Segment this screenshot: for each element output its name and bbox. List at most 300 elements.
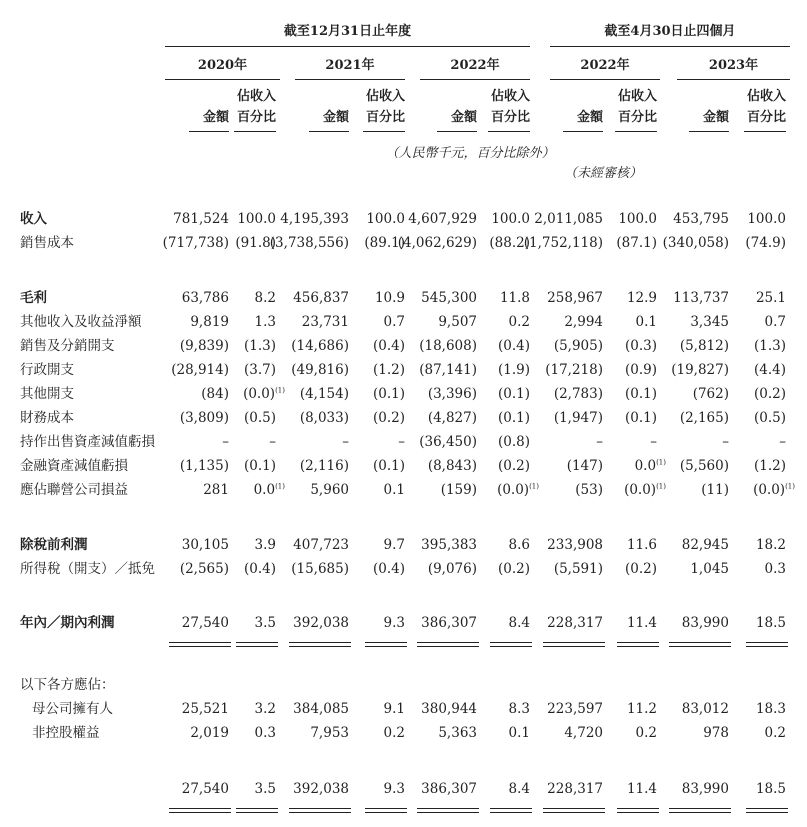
cell-value: (717,738) (162, 235, 229, 251)
total-rule (365, 642, 407, 643)
footnote-marker: (1) (656, 482, 666, 491)
amount-cell (269, 482, 349, 498)
amount-cell (397, 537, 477, 553)
cell-value: 11.8 (499, 290, 530, 306)
column-header-rule (189, 131, 229, 132)
amount-cell (523, 725, 603, 741)
column-header-rule (488, 131, 530, 132)
percent-cell (741, 338, 786, 354)
amount-cell (397, 701, 477, 717)
percent-column-header-line1: 佔收入 (365, 89, 405, 104)
total-rule (543, 646, 605, 647)
amount-cell (269, 386, 349, 402)
cell-value: 0.2 (508, 314, 530, 330)
cell-value: (762) (692, 386, 729, 402)
column-header-rule (563, 131, 603, 132)
cell-value: – (398, 434, 405, 450)
amount-cell (269, 458, 349, 474)
cell-value: 100.0 (618, 211, 657, 227)
total-rule (617, 812, 659, 813)
header-group-four-months: 截至4月30日止四個月 (604, 24, 736, 39)
total-rule (617, 646, 659, 647)
footnote-marker: (1) (529, 482, 539, 491)
cell-value: 1,045 (690, 561, 729, 577)
amount-cell (397, 290, 477, 306)
percent-cell (741, 410, 786, 426)
cell-value: (8,033) (299, 410, 349, 426)
column-header-rule (689, 131, 729, 132)
cell-value: (1,947) (553, 410, 603, 426)
column-header-rule (437, 131, 477, 132)
cell-value: 0.3 (254, 725, 276, 741)
cell-value: 11.2 (626, 701, 657, 717)
amount-cell (397, 386, 477, 402)
cell-value: (3,809) (179, 410, 229, 426)
cell-value: 2,994 (564, 314, 603, 330)
percent-cell (741, 211, 786, 227)
total-rule (169, 808, 231, 809)
total-rule (289, 808, 351, 809)
cell-value: (0.0) (753, 482, 786, 498)
cell-value: (17,218) (545, 362, 603, 378)
amount-cell (397, 781, 477, 797)
total-rule (289, 642, 351, 643)
cell-value: (3,396) (427, 386, 477, 402)
cell-value: 781,524 (173, 211, 229, 227)
cell-value: 223,597 (547, 701, 603, 717)
amount-cell (269, 701, 349, 717)
percent-cell (741, 458, 786, 474)
percent-cell (741, 561, 786, 577)
cell-value: 9.3 (383, 615, 405, 631)
amount-cell (269, 314, 349, 330)
total-rule (746, 808, 788, 809)
cell-value: 9,507 (438, 314, 477, 330)
cell-value: (53) (575, 482, 603, 498)
cell-value: 453,795 (673, 211, 729, 227)
amount-cell (269, 537, 349, 553)
cell-value: (36,450) (419, 434, 477, 450)
percent-column-header-line1: 佔收入 (490, 89, 530, 104)
cell-value: (4,062,629) (397, 235, 477, 251)
row-label: 其他開支 (20, 386, 74, 402)
total-rule (417, 646, 479, 647)
cell-value: 9.7 (383, 537, 405, 553)
amount-cell (397, 362, 477, 378)
total-rule (669, 646, 731, 647)
cell-value: 395,383 (421, 537, 477, 553)
amount-cell (523, 362, 603, 378)
cell-value: (2,783) (553, 386, 603, 402)
amount-cell (159, 615, 229, 631)
amount-cell (159, 410, 229, 426)
cell-value: 3,345 (690, 314, 729, 330)
cell-value: – (342, 434, 349, 450)
cell-value: 384,085 (293, 701, 349, 717)
percent-cell (741, 701, 786, 717)
cell-value: 7,953 (310, 725, 349, 741)
cell-value: 10.9 (374, 290, 405, 306)
row-label: 金融資產減值虧損 (20, 458, 128, 474)
amount-cell (269, 725, 349, 741)
row-label: 除稅前利潤 (20, 537, 88, 553)
cell-value: (4,154) (299, 386, 349, 402)
cell-value: 5,960 (310, 482, 349, 498)
cell-value: 4,607,929 (408, 211, 477, 227)
amount-cell (523, 211, 603, 227)
cell-value: 30,105 (181, 537, 229, 553)
amount-cell (523, 615, 603, 631)
total-rule (236, 812, 278, 813)
column-header-rule (363, 131, 405, 132)
cell-value: 113,737 (673, 290, 729, 306)
cell-value: 0.7 (764, 314, 786, 330)
column-header-rule (615, 131, 657, 132)
amount-cell (269, 434, 349, 450)
cell-value: (0.4) (372, 561, 405, 577)
year-rule (677, 79, 790, 80)
amount-cell (649, 290, 729, 306)
footnote-marker: (1) (275, 482, 285, 491)
cell-value: 11.6 (626, 537, 657, 553)
cell-value: (87.1) (616, 235, 657, 251)
total-rule (169, 646, 231, 647)
year-header-2021: 2021年 (325, 58, 375, 73)
cell-value: (1,752,118) (523, 235, 603, 251)
total-rule (746, 642, 788, 643)
cell-value: (0.2) (497, 561, 530, 577)
amount-cell (397, 314, 477, 330)
cell-value: 0.3 (764, 561, 786, 577)
cell-value: 83,990 (681, 781, 729, 797)
cell-value: 18.5 (755, 781, 786, 797)
cell-value: 9,819 (190, 314, 229, 330)
amount-cell (649, 482, 729, 498)
footnote-marker: (1) (656, 458, 666, 467)
cell-value: 0.0 (253, 482, 276, 498)
cell-value: (2,165) (679, 410, 729, 426)
cell-value: (1.2) (753, 458, 786, 474)
row-label: 收入 (20, 211, 47, 227)
percent-cell (741, 725, 786, 741)
amount-cell (397, 458, 477, 474)
total-rule (365, 812, 407, 813)
cell-value: (0.5) (753, 410, 786, 426)
cell-value: 11.4 (626, 781, 657, 797)
cell-value: 2,011,085 (534, 211, 603, 227)
year-header-2022-4m: 2022年 (580, 58, 630, 73)
total-rule (543, 812, 605, 813)
cell-value: (14,686) (291, 338, 349, 354)
cell-value: 8.6 (508, 537, 530, 553)
percent-column-header-line2: 百分比 (236, 110, 276, 125)
cell-value: 27,540 (181, 615, 229, 631)
cell-value: (0.1) (243, 458, 276, 474)
cell-value: 11.4 (626, 615, 657, 631)
amount-cell (269, 235, 349, 251)
percent-cell (741, 386, 786, 402)
cell-value: – (650, 434, 657, 450)
amount-cell (269, 561, 349, 577)
year-header-2020: 2020年 (197, 58, 248, 73)
amount-column-header: 金額 (450, 110, 477, 125)
percent-cell (750, 482, 795, 498)
cell-value: – (222, 434, 229, 450)
total-rule (169, 812, 231, 813)
total-rule (365, 646, 407, 647)
cell-value: 392,038 (293, 615, 349, 631)
amount-cell (397, 410, 477, 426)
row-label: 所得稅（開支）／抵免 (20, 561, 155, 577)
total-rule (289, 646, 351, 647)
header-group-rule-4m (550, 46, 790, 47)
cell-value: 8.4 (508, 781, 530, 797)
amount-cell (159, 290, 229, 306)
year-header-2022: 2022年 (450, 58, 500, 73)
amount-cell (159, 362, 229, 378)
cell-value: (0.4) (497, 338, 530, 354)
amount-cell (649, 211, 729, 227)
cell-value: (74.9) (745, 235, 786, 251)
cell-value: 82,945 (681, 537, 729, 553)
amount-cell (159, 386, 229, 402)
amount-cell (159, 482, 229, 498)
cell-value: (28,914) (171, 362, 229, 378)
percent-column-header-line2: 百分比 (490, 110, 530, 125)
amount-cell (649, 235, 729, 251)
cell-value: 0.2 (635, 725, 657, 741)
cell-value: 63,786 (181, 290, 229, 306)
cell-value: (18,608) (419, 338, 477, 354)
cell-value: 2,019 (190, 725, 229, 741)
total-rule (746, 646, 788, 647)
amount-cell (159, 434, 229, 450)
cell-value: 0.1 (508, 725, 530, 741)
cell-value: (340,058) (662, 235, 729, 251)
total-rule (365, 808, 407, 809)
percent-column-header-line2: 百分比 (617, 110, 657, 125)
cell-value: 25,521 (181, 701, 229, 717)
percent-cell (741, 235, 786, 251)
total-rule (236, 646, 278, 647)
cell-value: (4.4) (753, 362, 786, 378)
amount-cell (269, 211, 349, 227)
percent-column-header-line1: 佔收入 (617, 89, 657, 104)
cell-value: 100.0 (237, 211, 276, 227)
amount-cell (523, 235, 603, 251)
cell-value: 12.9 (626, 290, 657, 306)
amount-cell (397, 434, 477, 450)
cell-value: – (779, 434, 786, 450)
cell-value: 392,038 (293, 781, 349, 797)
column-header-rule (744, 131, 786, 132)
percent-column-header-line2: 百分比 (365, 110, 405, 125)
cell-value: 5,363 (438, 725, 477, 741)
percent-cell (741, 434, 786, 450)
cell-value: 228,317 (547, 781, 603, 797)
amount-cell (649, 314, 729, 330)
amount-cell (523, 290, 603, 306)
cell-value: 100.0 (491, 211, 530, 227)
cell-value: (2,116) (299, 458, 349, 474)
percent-cell (741, 781, 786, 797)
cell-value: 4,720 (564, 725, 603, 741)
cell-value: (0.0) (624, 482, 657, 498)
amount-cell (159, 314, 229, 330)
row-label: 其他收入及收益淨額 (20, 314, 142, 330)
total-rule (169, 642, 231, 643)
amount-cell (269, 362, 349, 378)
amount-cell (523, 314, 603, 330)
cell-value: 380,944 (421, 701, 477, 717)
cell-value: 386,307 (421, 781, 477, 797)
cell-value: 100.0 (747, 211, 786, 227)
cell-value: (1.2) (372, 362, 405, 378)
row-label: 銷售及分銷開支 (20, 338, 115, 354)
row-label: 應佔聯營公司損益 (20, 482, 128, 498)
total-rule (617, 808, 659, 809)
row-label: 毛利 (20, 290, 47, 306)
total-rule (669, 808, 731, 809)
cell-value: (49,816) (291, 362, 349, 378)
cell-value: (147) (566, 458, 603, 474)
percent-cell (741, 314, 786, 330)
cell-value: 3.2 (254, 701, 276, 717)
cell-value: 3.5 (254, 615, 276, 631)
total-rule (543, 808, 605, 809)
cell-value: (0.2) (372, 410, 405, 426)
cell-value: (159) (440, 482, 477, 498)
cell-value: (0.4) (372, 338, 405, 354)
cell-value: (5,905) (553, 338, 603, 354)
cell-value: (89.1) (364, 235, 405, 251)
cell-value: 100.0 (366, 211, 405, 227)
cell-value: 25.1 (755, 290, 786, 306)
total-rule (669, 812, 731, 813)
amount-cell (159, 781, 229, 797)
cell-value: 18.3 (755, 701, 786, 717)
cell-value: (4,827) (427, 410, 477, 426)
amount-cell (523, 410, 603, 426)
unaudited-note: （未經審核） (563, 166, 642, 181)
total-rule (236, 642, 278, 643)
cell-value: 978 (703, 725, 729, 741)
cell-value: 27,540 (181, 781, 229, 797)
cell-value: (0.9) (624, 362, 657, 378)
cell-value: (87,141) (419, 362, 477, 378)
row-label: 以下各方應佔： (20, 677, 115, 693)
amount-cell (397, 725, 477, 741)
cell-value: 9.1 (383, 701, 405, 717)
header-group-full-year: 截至12月31日止年度 (283, 24, 412, 39)
cell-value: 18.5 (755, 615, 786, 631)
cell-value: 281 (203, 482, 229, 498)
unit-note: （人民幣千元，百分比除外） (385, 146, 555, 161)
cell-value: (0.2) (497, 458, 530, 474)
total-rule (746, 812, 788, 813)
amount-column-header: 金額 (202, 110, 229, 125)
cell-value: 456,837 (293, 290, 349, 306)
amount-cell (159, 458, 229, 474)
row-label: 母公司擁有人 (32, 701, 113, 717)
total-rule (236, 808, 278, 809)
amount-cell (397, 561, 477, 577)
cell-value: (3,738,556) (269, 235, 349, 251)
amount-cell (523, 434, 603, 450)
amount-cell (269, 290, 349, 306)
cell-value: (15,685) (291, 561, 349, 577)
amount-column-header: 金額 (576, 110, 603, 125)
cell-value: 233,908 (547, 537, 603, 553)
amount-cell (649, 458, 729, 474)
cell-value: (0.2) (624, 561, 657, 577)
cell-value: 3.9 (254, 537, 276, 553)
amount-cell (649, 537, 729, 553)
row-label: 財務成本 (20, 410, 74, 426)
amount-cell (649, 615, 729, 631)
amount-cell (649, 386, 729, 402)
cell-value: 0.1 (635, 314, 657, 330)
year-rule (550, 79, 660, 80)
cell-value: 0.2 (383, 725, 405, 741)
total-rule (669, 642, 731, 643)
cell-value: – (722, 434, 729, 450)
cell-value: (0.1) (497, 410, 530, 426)
cell-value: (88.2) (489, 235, 530, 251)
cell-value: (0.1) (497, 386, 530, 402)
cell-value: (0.8) (497, 434, 530, 450)
row-label: 年內／期內利潤 (20, 615, 115, 631)
cell-value: 0.0 (634, 458, 657, 474)
cell-value: 258,967 (547, 290, 603, 306)
cell-value: (1.3) (753, 338, 786, 354)
cell-value: 1.3 (254, 314, 276, 330)
amount-cell (523, 482, 603, 498)
amount-cell (269, 338, 349, 354)
total-rule (490, 812, 532, 813)
amount-cell (523, 701, 603, 717)
amount-column-header: 金額 (702, 110, 729, 125)
cell-value: (1.3) (243, 338, 276, 354)
total-rule (417, 642, 479, 643)
percent-cell (741, 615, 786, 631)
amount-cell (523, 386, 603, 402)
cell-value: 83,990 (681, 615, 729, 631)
amount-cell (159, 211, 229, 227)
cell-value: 3.5 (254, 781, 276, 797)
cell-value: (0.5) (243, 410, 276, 426)
cell-value: 386,307 (421, 615, 477, 631)
row-label: 行政開支 (20, 362, 74, 378)
amount-cell (159, 561, 229, 577)
cell-value: 0.1 (383, 482, 405, 498)
total-rule (617, 642, 659, 643)
total-rule (490, 642, 532, 643)
amount-cell (269, 410, 349, 426)
amount-cell (649, 338, 729, 354)
cell-value: – (269, 434, 276, 450)
cell-value: (0.1) (372, 458, 405, 474)
cell-value: (91.8) (235, 235, 276, 251)
amount-cell (397, 615, 477, 631)
cell-value: (5,560) (679, 458, 729, 474)
amount-cell (397, 235, 477, 251)
amount-cell (649, 434, 729, 450)
amount-column-header: 金額 (322, 110, 349, 125)
header-group-rule-fy (165, 46, 530, 47)
cell-value: (0.0) (243, 386, 276, 402)
cell-value: (2,565) (179, 561, 229, 577)
